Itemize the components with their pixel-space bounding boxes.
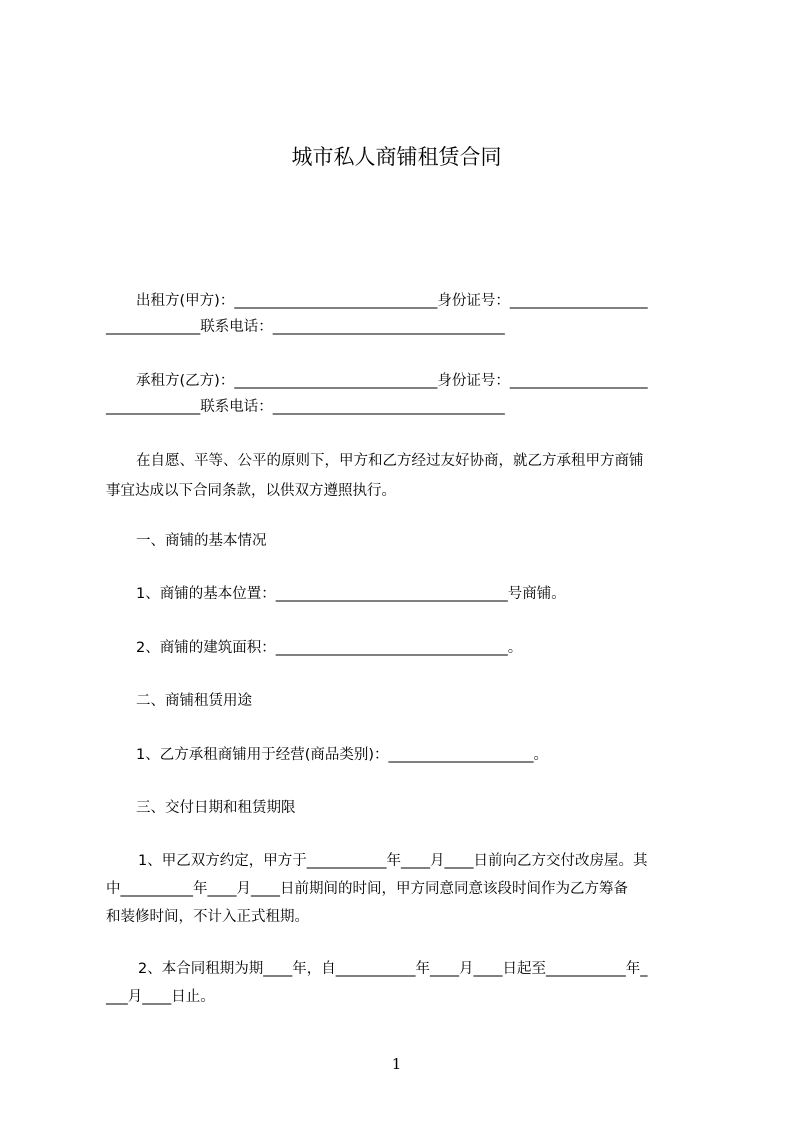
- lessee-name-id-text: 承租方(乙方)：____________________________身份证号：___________________: [136, 373, 648, 389]
- lessor-name-id-text: 出租方(甲方)：____________________________身份证号：___________________: [136, 293, 648, 309]
- delivery-date-text-3: 和装修时间，不计入正式租期。: [106, 909, 309, 925]
- preamble-line-2: [106, 480, 396, 502]
- lessee-line-2: [106, 396, 505, 418]
- section-3-item-2-line-1: [138, 958, 647, 980]
- page-number: 1: [391, 1055, 402, 1073]
- section-1-heading-text: 一、商铺的基本情况: [136, 533, 267, 549]
- delivery-date-text-2: 中__________年____月____日前期间的时间，甲方同意同意该段时间作为乙方筹备: [106, 881, 628, 897]
- business-use-text: 1、乙方承租商铺用于经营(商品类别)：____________________。: [136, 747, 549, 763]
- section-2-item-1: [136, 744, 548, 766]
- preamble-text-2: 事宜达成以下合同条款，以供双方遵照执行。: [106, 483, 396, 499]
- section-3-item-1-line-3: [106, 906, 309, 928]
- delivery-date-text-1: 1、甲乙双方约定，甲方于___________年____月____日前向乙方交付改房屋。其: [138, 853, 648, 869]
- lessor-phone-text: _____________联系电话：________________________________: [106, 319, 505, 335]
- lease-term-text-1: 2、本合同租期为期____年，自___________年____月____日起至___________年_: [138, 961, 648, 977]
- preamble-text-1: 在自愿、平等、公平的原则下，甲方和乙方经过友好协商，就乙方承租甲方商铺: [136, 453, 644, 469]
- section-3-item-1-line-1: [138, 850, 647, 872]
- lessor-line-1: [136, 290, 648, 312]
- lessor-line-2: [106, 316, 505, 338]
- preamble-line-1: [136, 450, 644, 472]
- shop-area-text: 2、商铺的建筑面积：________________________________。: [136, 640, 523, 656]
- lessee-line-1: [136, 370, 648, 392]
- section-3-heading-text: 三、交付日期和租赁期限: [136, 800, 296, 816]
- section-3-item-1-line-2: [106, 878, 628, 900]
- shop-location-text: 1、商铺的基本位置：________________________________号商铺。: [136, 586, 566, 602]
- section-2-heading-text: 二、商铺租赁用途: [136, 693, 252, 709]
- section-1-item-2: [136, 637, 522, 659]
- section-1-item-1: [136, 583, 566, 605]
- section-1-heading: [136, 530, 267, 552]
- section-2-heading: [136, 690, 252, 712]
- section-3-item-2-line-2: [106, 986, 215, 1008]
- section-3-heading: [136, 797, 296, 819]
- lease-term-text-2: ___月____日止。: [106, 989, 215, 1005]
- document-title: 城市私人商铺租赁合同: [291, 145, 502, 169]
- lessee-phone-text: _____________联系电话：________________________________: [106, 399, 505, 415]
